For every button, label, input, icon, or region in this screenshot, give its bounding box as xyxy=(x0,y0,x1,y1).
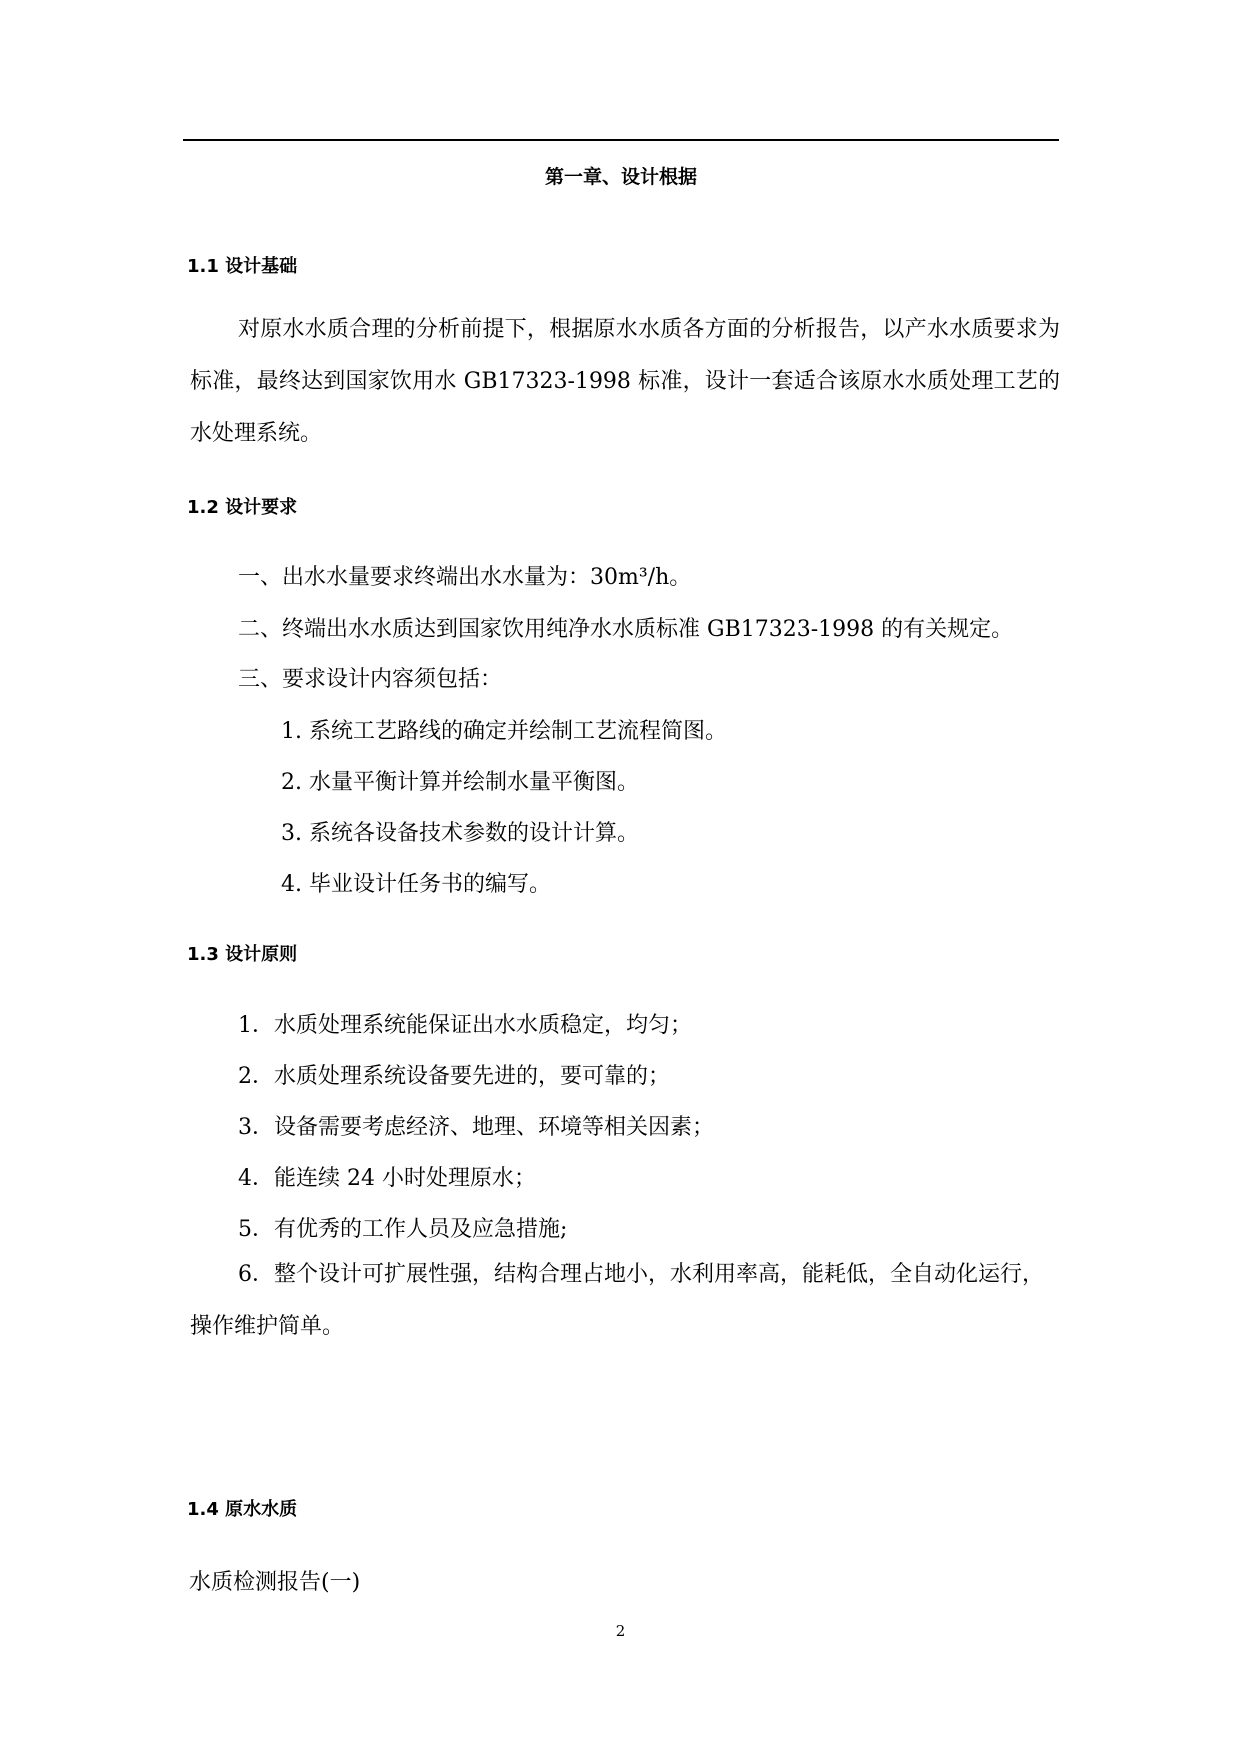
requirement-item: 二、终端出水水质达到国家饮用纯净水水质标准 GB17323-1998 的有关规定。 xyxy=(238,617,1014,642)
requirement-subitem: 1. 系统工艺路线的确定并绘制工艺流程简图。 xyxy=(281,719,727,744)
principle-item: 2．水质处理系统设备要先进的，要可靠的； xyxy=(238,1064,670,1089)
section-heading-1-4: 1.4 原水水质 xyxy=(187,1499,298,1520)
requirement-subitem: 4. 毕业设计任务书的编写。 xyxy=(281,872,551,897)
principle-item: 4．能连续 24 小时处理原水； xyxy=(238,1166,536,1191)
requirement-item: 三、要求设计内容须包括： xyxy=(238,667,503,692)
page-number: 2 xyxy=(615,1622,626,1640)
principle-item: 3．设备需要考虑经济、地理、环境等相关因素； xyxy=(238,1115,714,1140)
principle-item: 5．有优秀的工作人员及应急措施; xyxy=(238,1217,568,1242)
header-rule xyxy=(183,139,1059,141)
chapter-title: 第一章、设计根据 xyxy=(544,166,697,188)
principle-item: 6．整个设计可扩展性强，结构合理占地小，水利用率高，能耗低，全自动化运行，操作维护简单。 xyxy=(190,1262,1044,1339)
section-heading-1-1: 1.1 设计基础 xyxy=(187,256,298,277)
principle-item: 1．水质处理系统能保证出水水质稳定，均匀； xyxy=(238,1013,692,1038)
requirement-item: 一、出水水量要求终端出水水量为：30m³/h。 xyxy=(238,565,692,590)
requirement-subitem: 3. 系统各设备技术参数的设计计算。 xyxy=(281,821,639,846)
section-1-1-paragraph: 对原水水质合理的分析前提下，根据原水水质各方面的分析报告，以产水水质要求为标准，最终达到国家饮用水 GB17323-1998 标准，设计一套适合该原水水质处理工艺的水处理系统。 xyxy=(190,317,1060,446)
section-heading-1-2: 1.2 设计要求 xyxy=(187,497,298,518)
report-title: 水质检测报告(一) xyxy=(189,1570,361,1595)
section-heading-1-3: 1.3 设计原则 xyxy=(187,944,298,965)
requirement-subitem: 2. 水量平衡计算并绘制水量平衡图。 xyxy=(281,770,639,795)
